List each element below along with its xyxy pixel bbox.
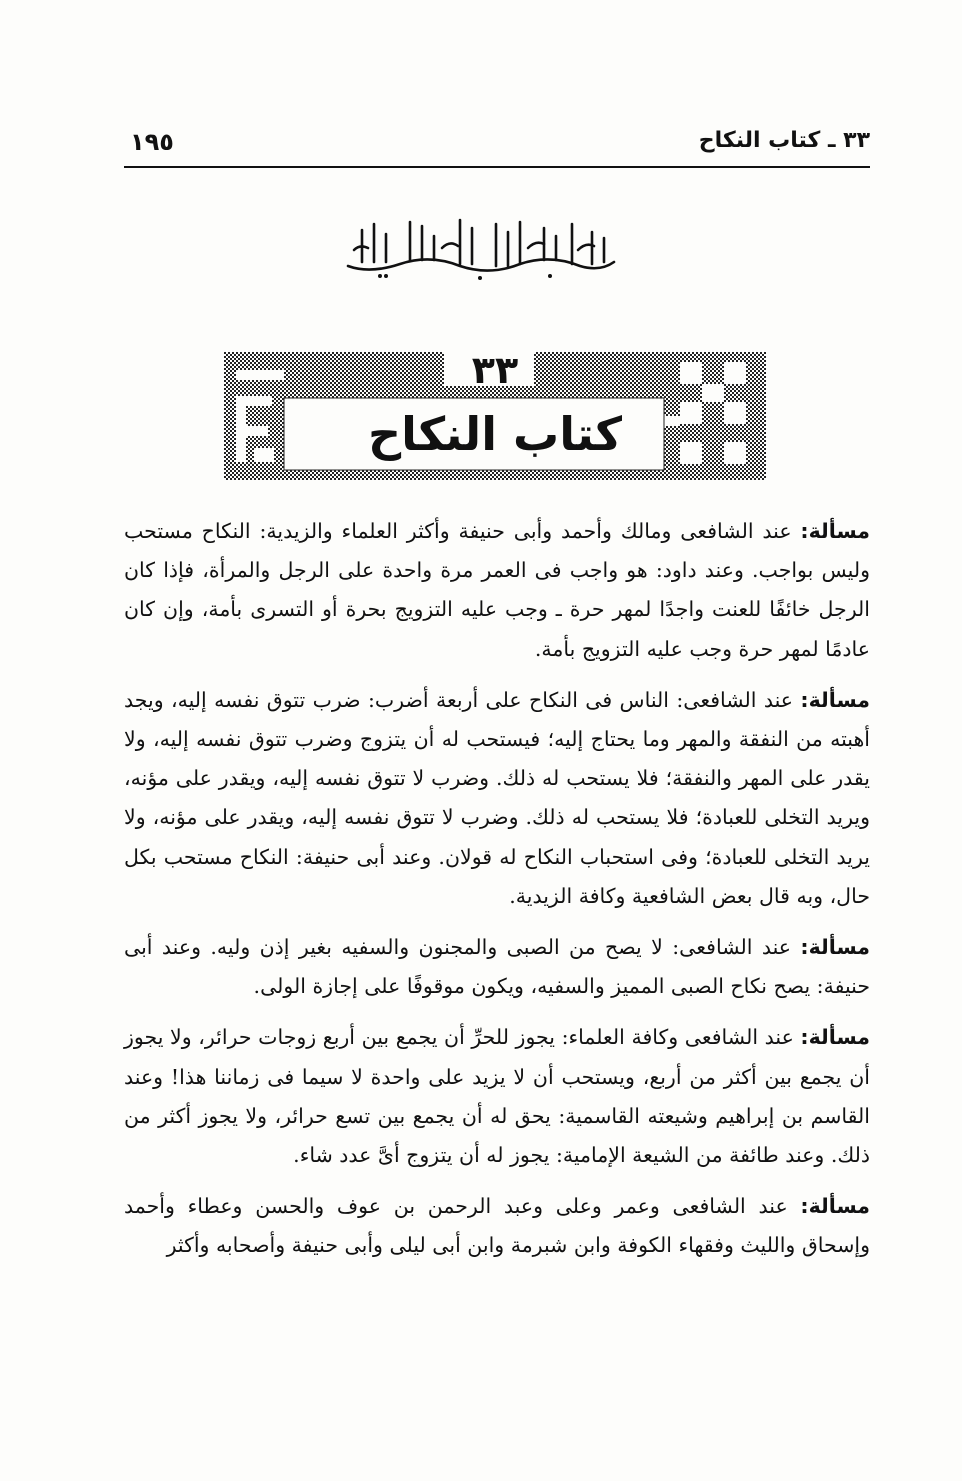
chapter-frame <box>224 348 766 480</box>
paragraph <box>124 681 870 916</box>
paragraph-text: عند الشافعى وكافة العلماء: يجوز للحرِّ أن يجمع بين أربع زوجات حرائر، ولا يجوز أن يجمع بين أكثر من أربع، ويستحب أن لا يزيد على واحدة لا سيما فى زماننا هذا! وعند القاسم بن إبراهيم وشيعته القاسمية: يحق له أن يجمع بين تسع حرائر، ولا يجوز أكثر من ذلك. وعند طائفة من الشيعة الإمامية: يجوز له أن يتزوج أىَّ عدد شاء. <box>124 1025 870 1168</box>
chapter-number: ٣٣ <box>471 348 519 392</box>
paragraph <box>124 512 870 669</box>
paragraph-label: مسألة: <box>800 935 870 960</box>
running-header <box>124 118 870 164</box>
page-number: ١٩٥ <box>130 128 174 156</box>
body-text <box>124 512 870 1278</box>
paragraph-label: مسألة: <box>800 519 870 543</box>
paragraph-text: عند الشافعى: الناس فى النكاح على أربعة أضرب: ضرب تتوق نفسه إليه، ويجد أهبته من النفقة والمهر وما يحتاج إليه؛ فيستحب له أن يتزوج وضرب تتوق نفسه إليه، ولا يقدر على المهر والنفقة؛ فلا يستحب له ذلك. وضرب لا تتوق نفسه إليه، ويقدر على مؤنه، ويريد التخلى للعبادة؛ فلا يستحب له ذلك. وضرب لا تتوق نفسه إليه، ويقدر على مؤنه، ولا يريد التخلى للعبادة؛ وفى استحباب النكاح له قولان. وعند أبى حنيفة: النكاح مستحب بكل حال، وبه قال بعض الشافعية وكافة الزيدية. <box>124 687 870 908</box>
paragraph-text: عند الشافعى ومالك وأحمد وأبى حنيفة وأكثر العلماء والزيدية: النكاح مستحب وليس بواجب. وعند داود: هو واجب فى العمر مرة واحدة على الرجل والمرأة، فإذا كان الرجل خائفًا للعنت واجدًا لمهر حرة ـ وجب عليه التزويج بحرة أو التسرى بأمة، وإن كان عادمًا لمهر حرة وجب عليه التزويج بأمة. <box>124 519 870 661</box>
paragraph <box>124 928 870 1006</box>
paragraph <box>124 1018 870 1175</box>
running-title: ٣٣ ـ كتاب النكاح <box>698 128 870 153</box>
basmala-calligraphy <box>340 214 622 284</box>
paragraph-label: مسألة: <box>800 687 870 712</box>
paragraph-label: مسألة: <box>800 1025 870 1050</box>
paragraph-text: عند الشافعى وعمر وعلى وعبد الرحمن بن عوف والحسن وعطاء وأحمد وإسحاق والليث وفقهاء الكوفة وابن شبرمة وابن أبى ليلى وأبى حنيفة وأصحابه وأكثر <box>124 1194 870 1258</box>
paragraph-label: مسألة: <box>800 1194 870 1219</box>
paragraph-text: عند الشافعى: لا يصح من الصبى والمجنون والسفيه بغير إذن وليه. وعند أبى حنيفة: يصح نكاح الصبى المميز والسفيه، ويكون موقوفًا على إجازة الولى. <box>124 935 870 999</box>
chapter-title: كتاب النكاح <box>367 407 623 461</box>
header-rule <box>124 166 870 168</box>
paragraph <box>124 1187 870 1265</box>
